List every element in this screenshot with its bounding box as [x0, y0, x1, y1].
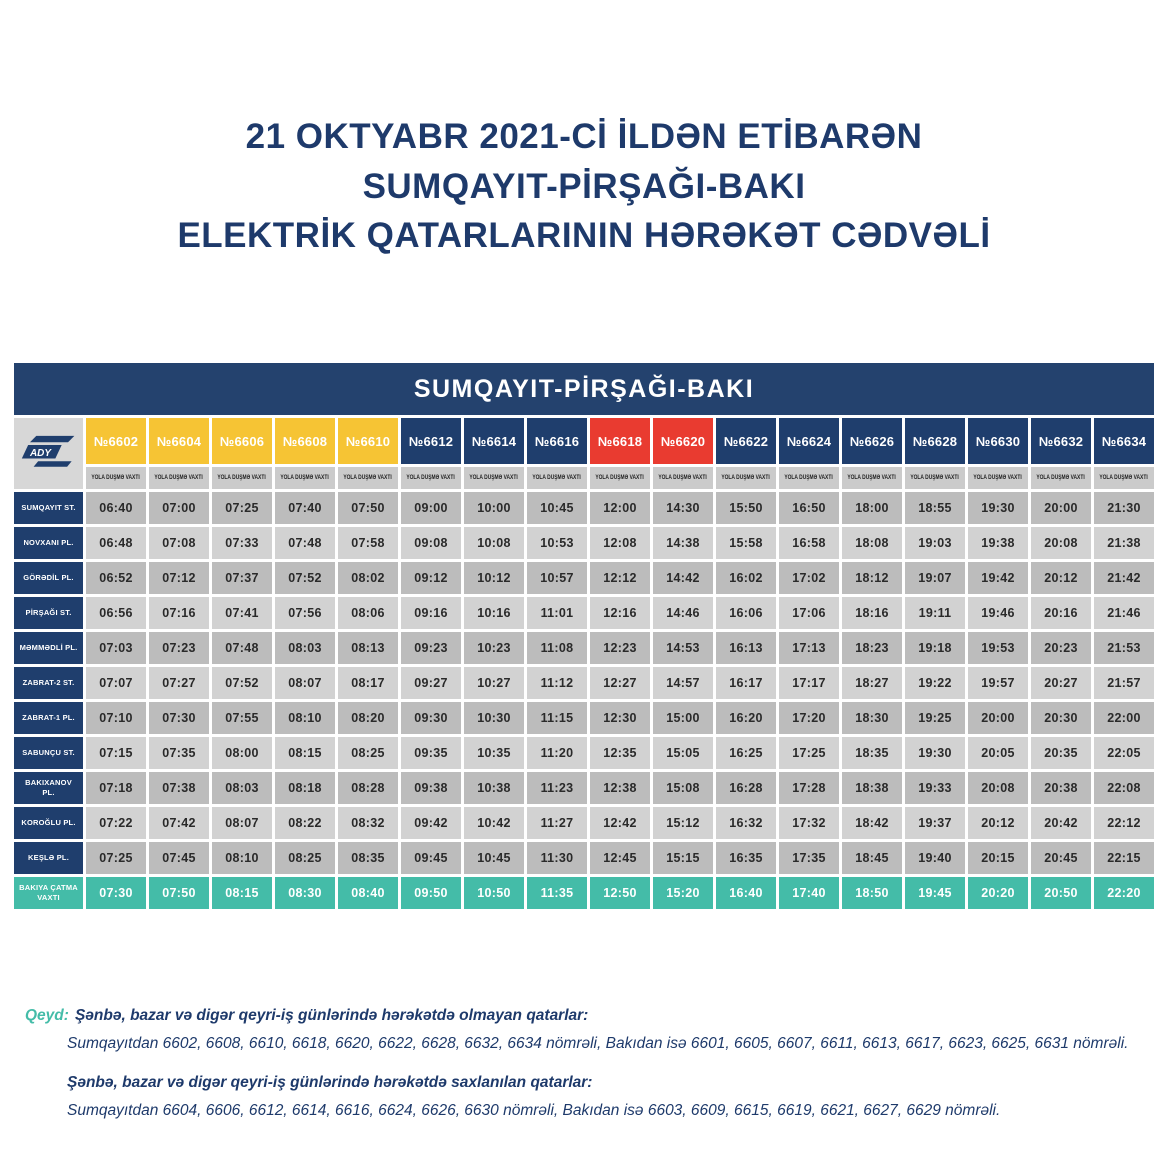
time-cell: 08:25 [275, 842, 335, 874]
time-cell: 08:22 [275, 807, 335, 839]
time-cell: 20:45 [1031, 842, 1091, 874]
time-cell: 14:57 [653, 667, 713, 699]
notes [25, 1005, 1150, 1129]
time-cell: 20:50 [1031, 877, 1091, 909]
time-cell: 17:17 [779, 667, 839, 699]
time-cell: 10:08 [464, 527, 524, 559]
departure-time-label [275, 467, 335, 489]
time-cell: 11:15 [527, 702, 587, 734]
time-cell: 11:35 [527, 877, 587, 909]
time-cell: 07:16 [149, 597, 209, 629]
time-cell: 12:30 [590, 702, 650, 734]
time-cell: 19:40 [905, 842, 965, 874]
timetable [14, 363, 1154, 909]
departure-time-label [338, 467, 398, 489]
time-cell: 11:01 [527, 597, 587, 629]
time-cell: 17:20 [779, 702, 839, 734]
note-label: Qeyd: [25, 1007, 69, 1024]
time-cell: 16:02 [716, 562, 776, 594]
time-cell: 10:35 [464, 737, 524, 769]
departure-time-label-text: YOLA DÜŞMƏ VAXTI [784, 475, 834, 481]
time-cell: 11:20 [527, 737, 587, 769]
time-cell: 08:06 [338, 597, 398, 629]
station-label: ZABRAT-2 ST. [14, 667, 83, 699]
time-cell: 17:28 [779, 772, 839, 804]
railway-logo-icon [20, 433, 78, 475]
departure-time-label-text: YOLA DÜŞMƏ VAXTI [847, 475, 897, 481]
departure-time-label-text: YOLA DÜŞMƏ VAXTI [658, 475, 708, 481]
time-cell: 18:50 [842, 877, 902, 909]
train-number-header: №6602 [86, 418, 146, 464]
note2-body: Sumqayıtdan 6604, 6606, 6612, 6614, 6616, 6624, 6626, 6630 nömrəli, Bakıdan isə 6603, 6609, 6615, 6619, 6621, 6627, 6629 nömrəli. [67, 1102, 1001, 1120]
time-cell: 16:28 [716, 772, 776, 804]
departure-time-label-text: YOLA DÜŞMƏ VAXTI [469, 475, 519, 481]
time-cell: 06:40 [86, 492, 146, 524]
time-cell: 19:46 [968, 597, 1028, 629]
time-cell: 14:38 [653, 527, 713, 559]
time-cell: 19:37 [905, 807, 965, 839]
time-cell: 09:42 [401, 807, 461, 839]
train-number-header: №6634 [1094, 418, 1154, 464]
time-cell: 08:32 [338, 807, 398, 839]
time-cell: 08:10 [212, 842, 272, 874]
time-cell: 10:27 [464, 667, 524, 699]
time-cell: 07:18 [86, 772, 146, 804]
time-cell: 10:30 [464, 702, 524, 734]
time-cell: 07:55 [212, 702, 272, 734]
time-cell: 09:00 [401, 492, 461, 524]
station-label: PİRŞAĞI ST. [14, 597, 83, 629]
time-cell: 19:03 [905, 527, 965, 559]
time-cell: 18:55 [905, 492, 965, 524]
time-cell: 22:05 [1094, 737, 1154, 769]
time-cell: 10:23 [464, 632, 524, 664]
time-cell: 22:08 [1094, 772, 1154, 804]
time-cell: 18:00 [842, 492, 902, 524]
time-cell: 08:03 [275, 632, 335, 664]
time-cell: 10:38 [464, 772, 524, 804]
departure-time-label [779, 467, 839, 489]
time-cell: 21:57 [1094, 667, 1154, 699]
time-cell: 22:20 [1094, 877, 1154, 909]
time-cell: 16:50 [779, 492, 839, 524]
time-cell: 20:12 [1031, 562, 1091, 594]
time-cell: 21:53 [1094, 632, 1154, 664]
time-cell: 07:12 [149, 562, 209, 594]
note-row-1 [25, 1005, 1150, 1027]
time-cell: 10:57 [527, 562, 587, 594]
time-cell: 11:27 [527, 807, 587, 839]
time-cell: 07:50 [338, 492, 398, 524]
time-cell: 19:22 [905, 667, 965, 699]
time-cell: 11:23 [527, 772, 587, 804]
time-cell: 22:00 [1094, 702, 1154, 734]
time-cell: 08:13 [338, 632, 398, 664]
time-cell: 07:30 [149, 702, 209, 734]
time-cell: 09:50 [401, 877, 461, 909]
departure-time-label [653, 467, 713, 489]
time-cell: 10:42 [464, 807, 524, 839]
time-cell: 10:45 [527, 492, 587, 524]
time-cell: 12:16 [590, 597, 650, 629]
time-cell: 08:40 [338, 877, 398, 909]
departure-time-label [212, 467, 272, 489]
train-number-header: №6604 [149, 418, 209, 464]
time-cell: 20:30 [1031, 702, 1091, 734]
time-cell: 07:58 [338, 527, 398, 559]
time-cell: 07:45 [149, 842, 209, 874]
time-cell: 20:15 [968, 842, 1028, 874]
departure-time-label-text: YOLA DÜŞMƏ VAXTI [91, 475, 141, 481]
time-cell: 15:00 [653, 702, 713, 734]
time-cell: 16:06 [716, 597, 776, 629]
time-cell: 07:10 [86, 702, 146, 734]
time-cell: 19:38 [968, 527, 1028, 559]
time-cell: 07:42 [149, 807, 209, 839]
time-cell: 11:30 [527, 842, 587, 874]
departure-time-label [527, 467, 587, 489]
time-cell: 08:15 [212, 877, 272, 909]
time-cell: 16:17 [716, 667, 776, 699]
ady-logo [14, 418, 83, 489]
time-cell: 10:50 [464, 877, 524, 909]
time-cell: 12:42 [590, 807, 650, 839]
time-cell: 09:45 [401, 842, 461, 874]
time-cell: 12:12 [590, 562, 650, 594]
time-cell: 19:11 [905, 597, 965, 629]
train-number-header: №6632 [1031, 418, 1091, 464]
time-cell: 14:46 [653, 597, 713, 629]
departure-time-label-text: YOLA DÜŞMƏ VAXTI [910, 475, 960, 481]
time-cell: 10:53 [527, 527, 587, 559]
train-number-header: №6620 [653, 418, 713, 464]
time-cell: 11:12 [527, 667, 587, 699]
station-label: SABUNÇU ST. [14, 737, 83, 769]
time-cell: 16:13 [716, 632, 776, 664]
time-cell: 07:07 [86, 667, 146, 699]
departure-time-label [149, 467, 209, 489]
time-cell: 18:30 [842, 702, 902, 734]
departure-time-label [464, 467, 524, 489]
time-cell: 18:45 [842, 842, 902, 874]
time-cell: 17:40 [779, 877, 839, 909]
departure-time-label-text: YOLA DÜŞMƏ VAXTI [721, 475, 771, 481]
train-number-header: №6614 [464, 418, 524, 464]
time-cell: 08:00 [212, 737, 272, 769]
departure-time-label [968, 467, 1028, 489]
note2-title: Şənbə, bazar və digər qeyri-iş günlərində hərəkətdə saxlanılan qatarlar: [67, 1073, 593, 1091]
time-cell: 15:08 [653, 772, 713, 804]
time-cell: 17:13 [779, 632, 839, 664]
time-cell: 20:42 [1031, 807, 1091, 839]
train-number-header: №6610 [338, 418, 398, 464]
departure-time-label-text: YOLA DÜŞMƏ VAXTI [154, 475, 204, 481]
time-cell: 14:42 [653, 562, 713, 594]
time-cell: 07:52 [212, 667, 272, 699]
time-cell: 08:02 [338, 562, 398, 594]
time-cell: 19:53 [968, 632, 1028, 664]
time-cell: 12:27 [590, 667, 650, 699]
time-cell: 10:45 [464, 842, 524, 874]
time-cell: 06:56 [86, 597, 146, 629]
time-cell: 08:35 [338, 842, 398, 874]
time-cell: 07:33 [212, 527, 272, 559]
timetable-grid [14, 418, 1154, 909]
station-label: BAKIYA ÇATMA VAXTI [14, 877, 83, 909]
time-cell: 19:42 [968, 562, 1028, 594]
time-cell: 09:16 [401, 597, 461, 629]
time-cell: 21:46 [1094, 597, 1154, 629]
time-cell: 18:27 [842, 667, 902, 699]
time-cell: 09:35 [401, 737, 461, 769]
time-cell: 07:37 [212, 562, 272, 594]
time-cell: 08:25 [338, 737, 398, 769]
time-cell: 19:33 [905, 772, 965, 804]
station-label: GÖRƏDİL PL. [14, 562, 83, 594]
time-cell: 19:30 [968, 492, 1028, 524]
departure-time-label-text: YOLA DÜŞMƏ VAXTI [1099, 475, 1149, 481]
train-number-header: №6608 [275, 418, 335, 464]
time-cell: 07:25 [86, 842, 146, 874]
time-cell: 19:07 [905, 562, 965, 594]
time-cell: 10:12 [464, 562, 524, 594]
time-cell: 17:06 [779, 597, 839, 629]
time-cell: 15:58 [716, 527, 776, 559]
time-cell: 19:30 [905, 737, 965, 769]
time-cell: 16:35 [716, 842, 776, 874]
time-cell: 08:18 [275, 772, 335, 804]
time-cell: 18:12 [842, 562, 902, 594]
time-cell: 21:42 [1094, 562, 1154, 594]
station-label: SUMQAYIT ST. [14, 492, 83, 524]
time-cell: 07:56 [275, 597, 335, 629]
train-number-header: №6626 [842, 418, 902, 464]
time-cell: 18:42 [842, 807, 902, 839]
departure-time-label [905, 467, 965, 489]
station-label: MƏMMƏDLİ PL. [14, 632, 83, 664]
time-cell: 19:18 [905, 632, 965, 664]
time-cell: 08:03 [212, 772, 272, 804]
time-cell: 12:08 [590, 527, 650, 559]
time-cell: 07:48 [275, 527, 335, 559]
time-cell: 06:48 [86, 527, 146, 559]
time-cell: 07:22 [86, 807, 146, 839]
title-line-3: ELEKTRİK QATARLARININ HƏRƏKƏT CƏDVƏLİ [177, 216, 991, 256]
train-number-header: №6618 [590, 418, 650, 464]
time-cell: 11:08 [527, 632, 587, 664]
time-cell: 14:30 [653, 492, 713, 524]
time-cell: 15:20 [653, 877, 713, 909]
time-cell: 07:03 [86, 632, 146, 664]
time-cell: 20:38 [1031, 772, 1091, 804]
time-cell: 20:12 [968, 807, 1028, 839]
train-number-header: №6612 [401, 418, 461, 464]
departure-time-label-text: YOLA DÜŞMƏ VAXTI [595, 475, 645, 481]
time-cell: 07:41 [212, 597, 272, 629]
time-cell: 19:25 [905, 702, 965, 734]
time-cell: 20:08 [968, 772, 1028, 804]
time-cell: 12:00 [590, 492, 650, 524]
train-number-header: №6622 [716, 418, 776, 464]
time-cell: 20:20 [968, 877, 1028, 909]
station-label: BAKIXANOV PL. [14, 772, 83, 804]
time-cell: 20:00 [968, 702, 1028, 734]
time-cell: 07:40 [275, 492, 335, 524]
time-cell: 18:16 [842, 597, 902, 629]
title-line-2: SUMQAYIT-PİRŞAĞI-BAKI [362, 166, 806, 206]
time-cell: 07:52 [275, 562, 335, 594]
time-cell: 07:25 [212, 492, 272, 524]
departure-time-label-text: YOLA DÜŞMƏ VAXTI [973, 475, 1023, 481]
time-cell: 09:27 [401, 667, 461, 699]
time-cell: 20:35 [1031, 737, 1091, 769]
time-cell: 07:27 [149, 667, 209, 699]
station-label: KOROĞLU PL. [14, 807, 83, 839]
time-cell: 07:48 [212, 632, 272, 664]
svg-text:ADY: ADY [29, 447, 51, 459]
time-cell: 16:58 [779, 527, 839, 559]
time-cell: 17:25 [779, 737, 839, 769]
time-cell: 20:05 [968, 737, 1028, 769]
time-cell: 08:17 [338, 667, 398, 699]
time-cell: 18:08 [842, 527, 902, 559]
time-cell: 10:00 [464, 492, 524, 524]
time-cell: 14:53 [653, 632, 713, 664]
note1-body: Sumqayıtdan 6602, 6608, 6610, 6618, 6620, 6622, 6628, 6632, 6634 nömrəli, Bakıdan isə 6601, 6605, 6607, 6611, 6613, 6617, 6623, 6625, 6631 nömrəli. [67, 1035, 1129, 1053]
time-cell: 20:00 [1031, 492, 1091, 524]
time-cell: 07:35 [149, 737, 209, 769]
time-cell: 08:20 [338, 702, 398, 734]
time-cell: 12:38 [590, 772, 650, 804]
train-number-header: №6630 [968, 418, 1028, 464]
time-cell: 21:30 [1094, 492, 1154, 524]
time-cell: 19:45 [905, 877, 965, 909]
time-cell: 12:35 [590, 737, 650, 769]
time-cell: 07:00 [149, 492, 209, 524]
time-cell: 17:35 [779, 842, 839, 874]
time-cell: 06:52 [86, 562, 146, 594]
time-cell: 19:57 [968, 667, 1028, 699]
time-cell: 20:23 [1031, 632, 1091, 664]
time-cell: 07:30 [86, 877, 146, 909]
departure-time-label-text: YOLA DÜŞMƏ VAXTI [343, 475, 393, 481]
time-cell: 08:15 [275, 737, 335, 769]
train-number-header: №6616 [527, 418, 587, 464]
time-cell: 15:12 [653, 807, 713, 839]
time-cell: 16:25 [716, 737, 776, 769]
time-cell: 09:08 [401, 527, 461, 559]
time-cell: 12:45 [590, 842, 650, 874]
time-cell: 18:35 [842, 737, 902, 769]
note1-title: Şənbə, bazar və digər qeyri-iş günlərində hərəkətdə olmayan qatarlar: [74, 1007, 589, 1024]
time-cell: 20:16 [1031, 597, 1091, 629]
time-cell: 20:08 [1031, 527, 1091, 559]
time-cell: 07:08 [149, 527, 209, 559]
departure-time-label [590, 467, 650, 489]
time-cell: 07:38 [149, 772, 209, 804]
departure-time-label-text: YOLA DÜŞMƏ VAXTI [406, 475, 456, 481]
time-cell: 08:30 [275, 877, 335, 909]
time-cell: 22:12 [1094, 807, 1154, 839]
time-cell: 09:12 [401, 562, 461, 594]
departure-time-label-text: YOLA DÜŞMƏ VAXTI [217, 475, 267, 481]
departure-time-label [1094, 467, 1154, 489]
departure-time-label [842, 467, 902, 489]
time-cell: 09:38 [401, 772, 461, 804]
time-cell: 10:16 [464, 597, 524, 629]
page-title [0, 112, 1168, 261]
title-line-1: 21 OKTYABR 2021-Cİ İLDƏN ETİBARƏN [245, 117, 923, 156]
time-cell: 17:32 [779, 807, 839, 839]
time-cell: 15:05 [653, 737, 713, 769]
time-cell: 20:27 [1031, 667, 1091, 699]
time-cell: 08:28 [338, 772, 398, 804]
time-cell: 09:23 [401, 632, 461, 664]
time-cell: 17:02 [779, 562, 839, 594]
time-cell: 16:32 [716, 807, 776, 839]
table-title-bar: SUMQAYIT-PİRŞAĞI-BAKI [14, 363, 1154, 415]
time-cell: 07:50 [149, 877, 209, 909]
time-cell: 16:40 [716, 877, 776, 909]
time-cell: 07:23 [149, 632, 209, 664]
time-cell: 15:50 [716, 492, 776, 524]
time-cell: 09:30 [401, 702, 461, 734]
time-cell: 22:15 [1094, 842, 1154, 874]
train-number-header: №6628 [905, 418, 965, 464]
time-cell: 12:50 [590, 877, 650, 909]
time-cell: 18:23 [842, 632, 902, 664]
departure-time-label [401, 467, 461, 489]
station-label: KEŞLƏ PL. [14, 842, 83, 874]
train-number-header: №6624 [779, 418, 839, 464]
departure-time-label-text: YOLA DÜŞMƏ VAXTI [532, 475, 582, 481]
time-cell: 08:07 [212, 807, 272, 839]
time-cell: 16:20 [716, 702, 776, 734]
departure-time-label-text: YOLA DÜŞMƏ VAXTI [1036, 475, 1086, 481]
time-cell: 15:15 [653, 842, 713, 874]
time-cell: 18:38 [842, 772, 902, 804]
time-cell: 12:23 [590, 632, 650, 664]
departure-time-label [716, 467, 776, 489]
train-number-header: №6606 [212, 418, 272, 464]
time-cell: 21:38 [1094, 527, 1154, 559]
time-cell: 08:07 [275, 667, 335, 699]
departure-time-label [1031, 467, 1091, 489]
station-label: NOVXANI PL. [14, 527, 83, 559]
departure-time-label [86, 467, 146, 489]
time-cell: 08:10 [275, 702, 335, 734]
departure-time-label-text: YOLA DÜŞMƏ VAXTI [280, 475, 330, 481]
station-label: ZABRAT-1 PL. [14, 702, 83, 734]
time-cell: 07:15 [86, 737, 146, 769]
